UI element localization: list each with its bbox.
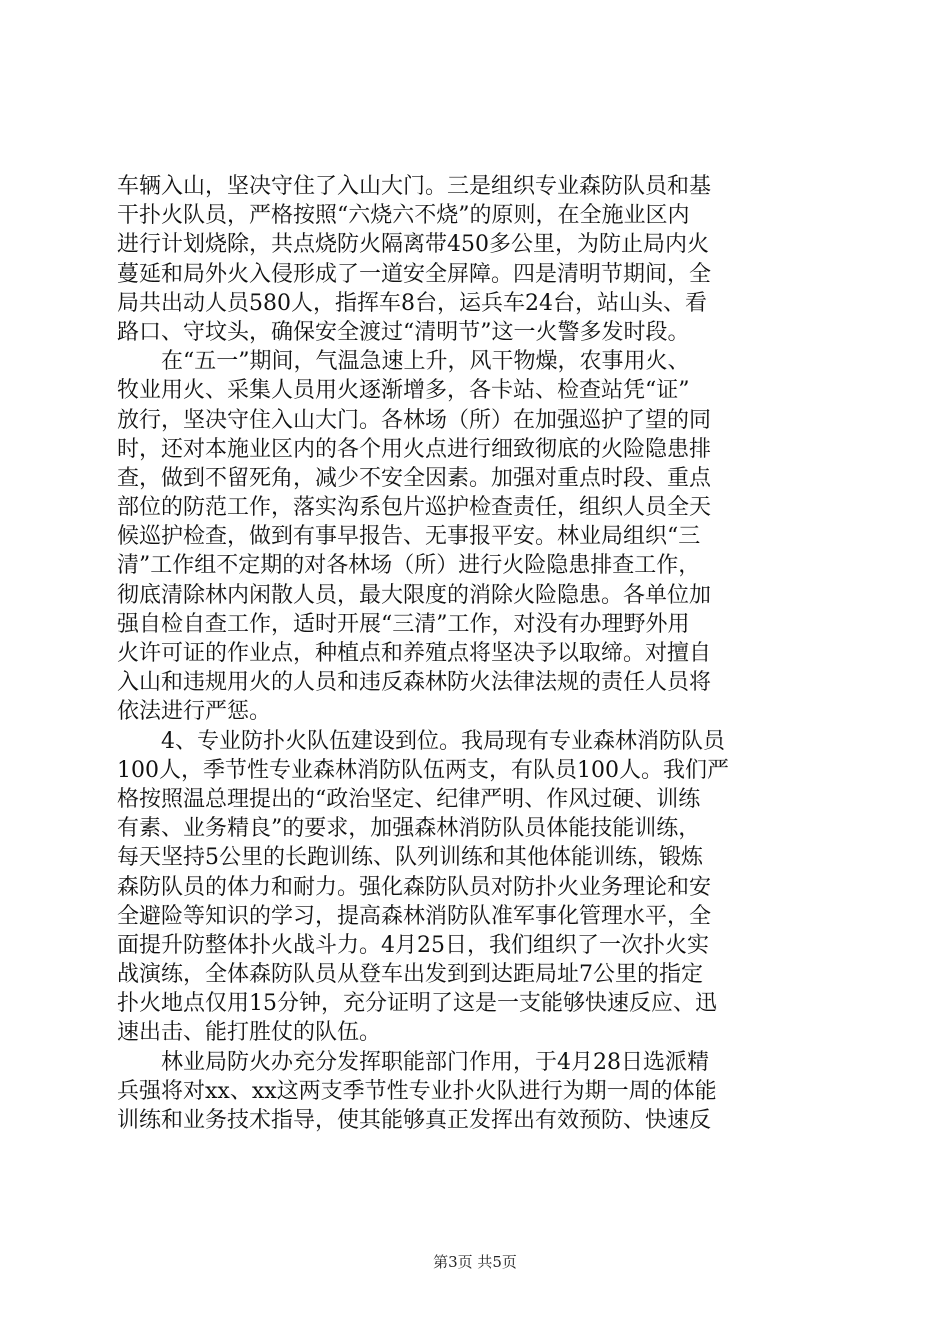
text-line: 火许可证的作业点，种植点和养殖点将坚决予以取缔。对擅自	[117, 641, 712, 666]
text-line: 兵强将对xx、xx这两支季节性专业扑火队进行为期一周的体能	[117, 1078, 717, 1104]
text-line: 查，做到不留死角，减少不安全因素。加强对重点时段、重点	[117, 465, 712, 491]
document-body	[117, 172, 833, 1135]
text-line: 路口、守坟头，确保安全渡过“清明节”这一火警多发时段。	[117, 319, 690, 345]
text-line: 时，还对本施业区内的各个用火点进行细致彻底的火险隐患排	[117, 436, 712, 462]
text-line: 部位的防范工作，落实沟系包片巡护检查责任，组织人员全天	[117, 495, 712, 521]
text-line: 格按照温总理提出的“政治坚定、纪律严明、作风过硬、训练	[117, 786, 701, 812]
text-line: 强自检自查工作，适时开展“三清”工作，对没有办理野外用	[117, 611, 690, 637]
text-line: 有素、业务精良”的要求，加强森林消防队员体能技能训练，	[117, 816, 701, 842]
text-line: 速出击、能打胜仗的队伍。	[117, 1020, 382, 1046]
text-line: 进行计划烧除，共点烧防火隔离带450多公里，为防止局内火	[117, 232, 709, 258]
text-line: 干扑火队员，严格按照“六烧六不烧”的原则，在全施业区内	[117, 203, 690, 229]
text-line: 在“五一”期间，气温急速上升，风干物燥，农事用火、	[117, 349, 690, 375]
text-line: 候巡护检查，做到有事早报告、无事报平安。林业局组织“三	[117, 524, 701, 550]
text-line: 依法进行严惩。	[117, 699, 272, 725]
text-line: 面提升防整体扑火战斗力。4月25日，我们组织了一次扑火实	[117, 932, 709, 958]
text-line: 每天坚持5公里的长跑训练、队列训练和其他体能训练，锻炼	[117, 845, 703, 871]
text-line: 清”工作组不定期的对各林场（所）进行火险隐患排查工作，	[117, 553, 701, 579]
text-line: 林业局防火办充分发挥职能部门作用，于4月28日选派精	[117, 1049, 709, 1075]
text-line: 车辆入山，坚决守住了入山大门。三是组织专业森防队员和基	[117, 174, 712, 199]
text-line: 牧业用火、采集人员用火逐渐增多，各卡站、检查站凭“证”	[117, 378, 690, 404]
text-line: 战演练，全体森防队员从登车出发到到达距局址7公里的指定	[117, 962, 703, 988]
page-number-footer: 第3页 共5页	[433, 1253, 517, 1271]
text-line: 入山和违规用火的人员和违反森林防火法律法规的责任人员将	[117, 670, 712, 696]
text-line: 全避险等知识的学习，提高森林消防队准军事化管理水平，全	[117, 903, 712, 929]
text-line: 蔓延和局外火入侵形成了一道安全屏障。四是清明节期间，全	[117, 261, 712, 287]
text-line: 局共出动人员580人，指挥车8台，运兵车24台，站山头、看	[117, 290, 707, 316]
text-line: 森防队员的体力和耐力。强化森防队员对防扑火业务理论和安	[117, 874, 712, 900]
text-line: 100人，季节性专业森林消防队伍两支，有队员100人。我们严	[117, 757, 729, 783]
text-line: 训练和业务技术指导，使其能够真正发挥出有效预防、快速反	[117, 1108, 712, 1133]
text-line: 4、专业防扑火队伍建设到位。我局现有专业森林消防队员	[117, 728, 725, 754]
text-line: 扑火地点仅用15分钟，充分证明了这是一支能够快速反应、迅	[117, 991, 717, 1017]
text-line: 放行，坚决守住入山大门。各林场（所）在加强巡护了望的同	[117, 407, 712, 433]
text-line: 彻底清除林内闲散人员，最大限度的消除火险隐患。各单位加	[117, 582, 712, 608]
